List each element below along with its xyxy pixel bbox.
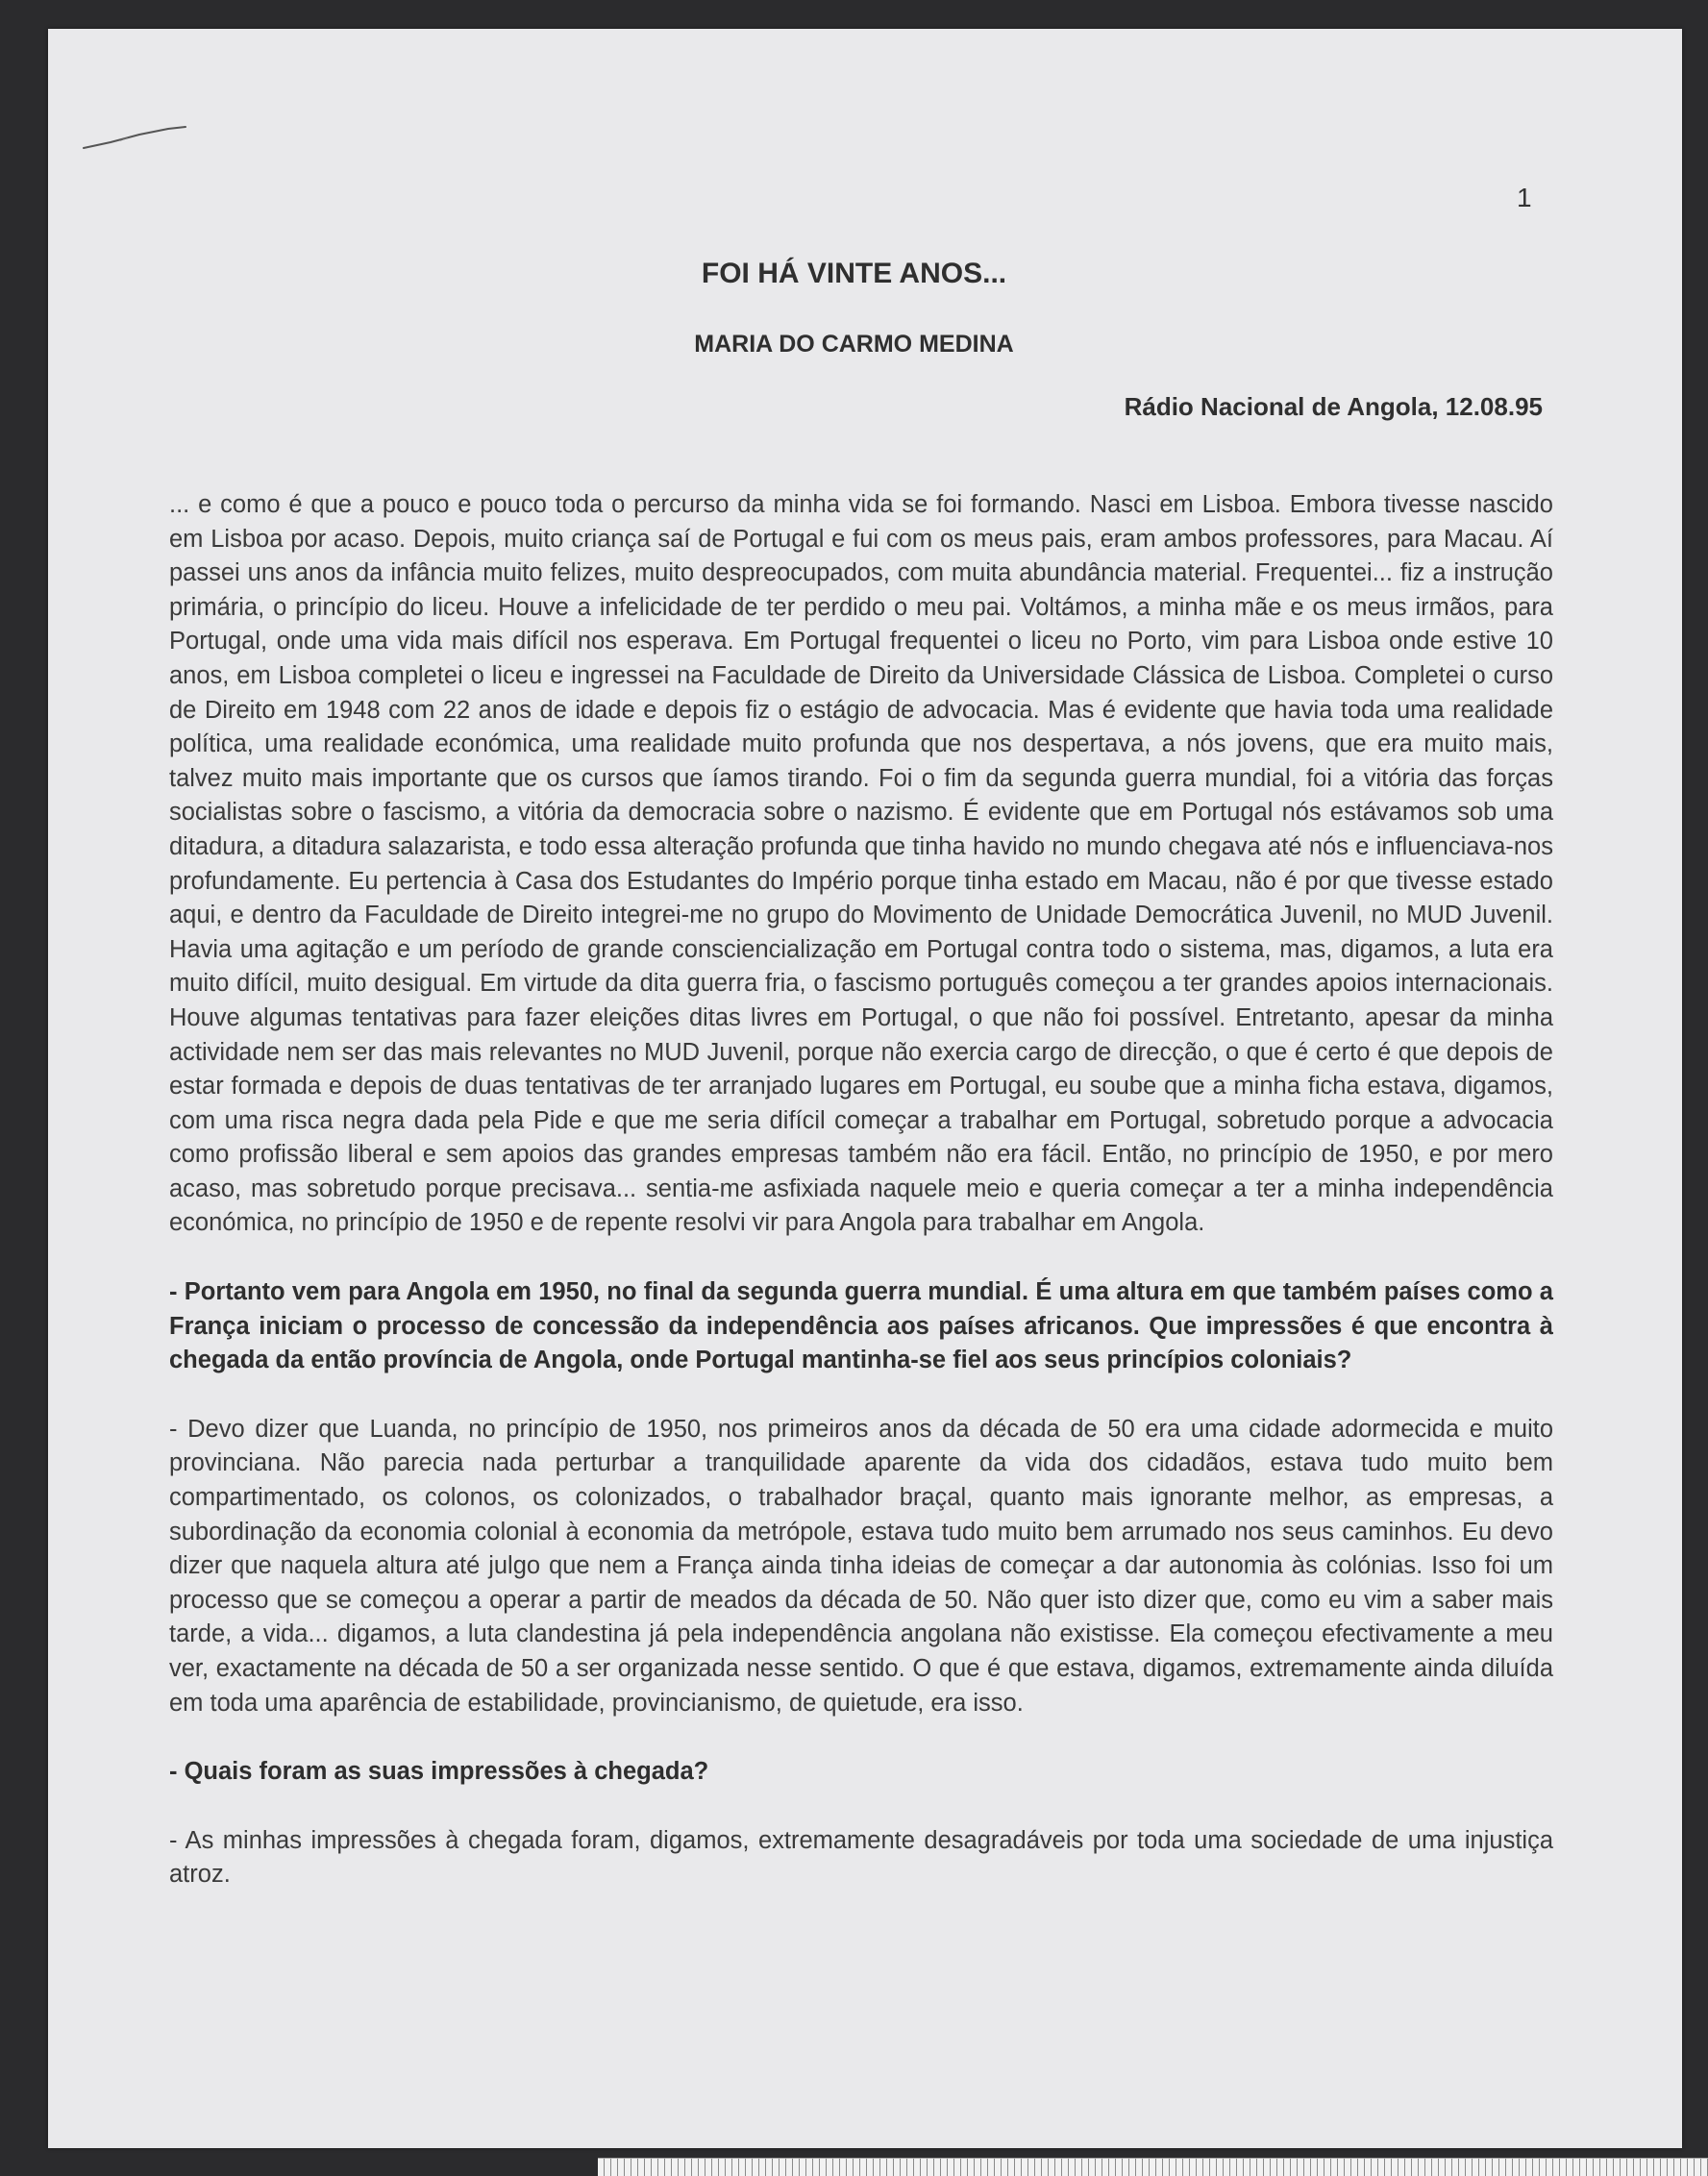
paragraph: - As minhas impressões à chegada foram, digamos, extremamente desagradáveis por toda uma sociedade de uma injustiça atroz.: [169, 1826, 1553, 1889]
interview-question: - Quais foram as suas impressões à chegada?: [169, 1758, 709, 1786]
interview-question: - Portanto vem para Angola em 1950, no final da segunda guerra mundial. É uma altura em que também países como a França iniciam o processo de concessão da independência aos países africanos. Que impressões é que encontra à chegada da então província de Angola, onde Portugal mantinha-se fiel aos seus princípios coloniais?: [169, 1278, 1553, 1374]
page-number: 1: [1517, 183, 1532, 212]
document-title-text: FOI HÁ VINTE ANOS...: [701, 258, 1007, 289]
pencil-mark-icon: [82, 125, 187, 154]
document-source: Rádio Nacional de Angola, 12.08.95: [1124, 392, 1543, 421]
scan-ruler: [598, 2158, 1708, 2176]
paragraph: - Devo dizer que Luanda, no princípio de 1950, nos primeiros anos da década de 50 era uma cidade adormecida e muito provinciana. Não parecia nada perturbar a tranquilidade aparente da vida dos cidadãos, estava tudo muito bem compartimentado, os colonos, os colonizados, o trabalhador braçal, quanto mais ignorante melhor, as empresas, a subordinação da economia colonial à economia da metrópole, estava tudo muito bem arrumado nos seus caminhos. Eu devo dizer que naquela altura até julgo que nem a França ainda tinha ideias de começar a dar autonomia às colónias. Isso foi um processo que se começou a operar a partir de meados da década de 50. Não quer isto dizer que, como eu vim a saber mais tarde, a vida... digamos, a luta clandestina já pela independência angolana não existisse. Ela começou efectivamente a meu ver, exactamente na década de 50 a ser organizada nesse sentido. O que é que estava, digamos, extremamente ainda diluída em toda uma aparência de estabilidade, provincianismo, de quietude, era isso.: [169, 1415, 1553, 1717]
document-title: [0, 258, 1708, 290]
paragraph: ... e como é que a pouco e pouco toda o percurso da minha vida se foi formando. Nasci em Lisboa. Embora tivesse nascido em Lisboa por acaso. Depois, muito criança saí de Portugal e fui com os meus pais, eram ambos professores, para Macau. Aí passei uns anos da infância muito felizes, muito despreocupados, com muita abundância material. Frequentei... fiz a instrução primária, o princípio do liceu. Houve a infelicidade de ter perdido o meu pai. Voltámos, a minha mãe e os meus irmãos, para Portugal, onde uma vida mais difícil nos esperava. Em Portugal frequentei o liceu no Porto, vim para Lisboa onde estive 10 anos, em Lisboa completei o liceu e ingressei na Faculdade de Direito da Universidade Clássica de Lisboa. Completei o curso de Direito em 1948 com 22 anos de idade e depois fiz o estágio de advocacia. Mas é evidente que havia toda uma realidade política, uma realidade económica, uma realidade muito profunda que nos despertava, a nós jovens, que era muito mais, talvez muito mais importante que os cursos que íamos tirando. Foi o fim da segunda guerra mundial, foi a vitória das forças socialistas sobre o fascismo, a vitória da democracia sobre o nazismo. É evidente que em Portugal nós estávamos sob uma ditadura, a ditadura salazarista, e todo essa alteração profunda que tinha havido no mundo chegava até nós e influenciava-nos profundamente. Eu pertencia à Casa dos Estudantes do Império porque tinha estado em Macau, não é por que tivesse estado aqui, e dentro da Faculdade de Direito integrei-me no grupo do Movimento de Unidade Democrática Juvenil, no MUD Juvenil. Havia uma agitação e um período de grande consciencialização em Portugal contra todo o sistema, mas, digamos, a luta era muito difícil, muito desigual. Em virtude da dita guerra fria, o fascismo português começou a ter grandes apoios internacionais. Houve algumas tentativas para fazer eleições ditas livres em Portugal, o que não foi possível. Entretanto, apesar da minha actividade nem ser das mais relevantes no MUD Juvenil, porque não exercia cargo de direcção, o que é certo é que depois de estar formada e depois de duas tentativas de ter arranjado lugares em Portugal, eu soube que a minha ficha estava, digamos, com uma risca negra dada pela Pide e que me seria difícil começar a trabalhar em Portugal, sobretudo porque a advocacia como profissão liberal e sem apoios das grandes empresas também não era fácil. Então, no princípio de 1950, e por mero acaso, mas sobretudo porque precisava... sentia-me asfixiada naquele meio e queria começar a ter a minha independência económica, no princípio de 1950 e de repente resolvi vir para Angola para trabalhar em Angola.: [169, 491, 1553, 1237]
document-body: [169, 488, 1553, 1927]
document-author: MARIA DO CARMO MEDINA: [694, 331, 1014, 358]
